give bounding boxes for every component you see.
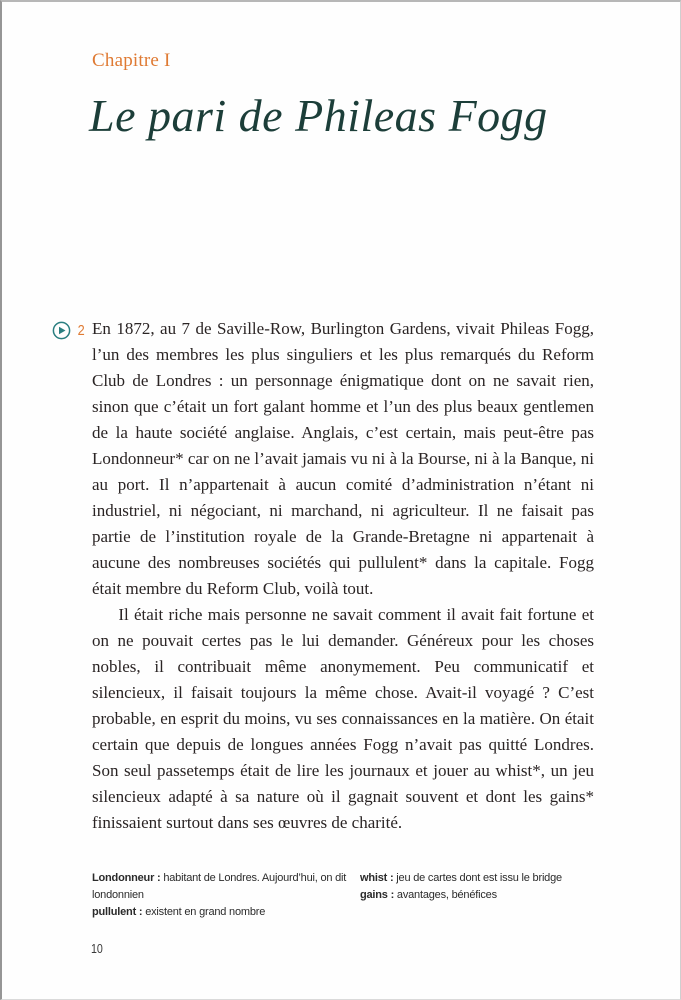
footnotes-right-column — [360, 870, 594, 921]
chapter-label: Chapitre I — [92, 50, 171, 71]
footnote-term: pullulent : — [92, 906, 143, 918]
footnotes — [92, 870, 594, 921]
chapter-title: Le pari de Phileas Fogg — [89, 90, 548, 141]
page-number: 10 — [91, 941, 103, 956]
footnote-term: Londonneur : — [92, 872, 161, 884]
footnote-definition: jeu de cartes dont est issu le bridge — [393, 872, 562, 884]
footnote-term: gains : — [360, 889, 395, 901]
footnote-line — [360, 887, 594, 904]
body-text — [92, 316, 594, 836]
paragraph-marker — [52, 321, 85, 340]
footnote-definition: habitant de Londres. Aujourd’hui, on dit londonnien — [92, 872, 347, 901]
footnote-definition: avantages, bénéfices — [394, 889, 497, 901]
paragraph-number: 2 — [77, 322, 85, 339]
play-circle-icon — [52, 321, 71, 340]
footnote-line — [92, 870, 360, 904]
footnote-line — [92, 904, 360, 921]
paragraph: En 1872, au 7 de Saville-Row, Burlington Gardens, vivait Phileas Fogg, l’un des membres les plus singuliers et les plus remarqués du Reform Club de Londres : un personnage énigmatique dont on ne savait rien, sinon que c’était un fort galant homme et l’un des plus beaux gentlemen de la haute société anglaise. Anglais, c’est certain, mais peut-être pas Londonneur* car on ne l’avait jamais vu ni à la Bourse, ni à la Banque, ni au port. Il n’appartenait à aucun comité d’administration n’étant ni industriel, ni négociant, ni marchand, ni agriculteur. Il ne faisait pas partie de l’institution royale de la Grande-Bretagne ni appartenait à aucune des nombreuses sociétés qui pullulent* dans la capitale. Fogg était membre du Reform Club, voilà tout. — [92, 319, 594, 598]
paragraph: Il était riche mais personne ne savait comment il avait fait fortune et on ne pouvait certes pas le lui demander. Généreux pour les choses nobles, il contribuait même anonymement. Peu communicatif et silencieux, il faisait toujours la même chose. Avait-il voyagé ? C’est probable, en esprit du moins, vu ses connaissances en la matière. On était certain que depuis de longues années Fogg n’avait pas quitté Londres. Son seul passetemps était de lire les journaux et jouer au whist*, un jeu silencieux adapté à sa nature où il gagnait souvent et dont les gains* finissaient surtout dans ses œuvres de charité. — [92, 605, 594, 832]
footnotes-left-column — [92, 870, 360, 921]
footnote-definition: existent en grand nombre — [142, 906, 266, 918]
footnote-line — [360, 870, 594, 887]
footnote-term: whist : — [360, 872, 394, 884]
